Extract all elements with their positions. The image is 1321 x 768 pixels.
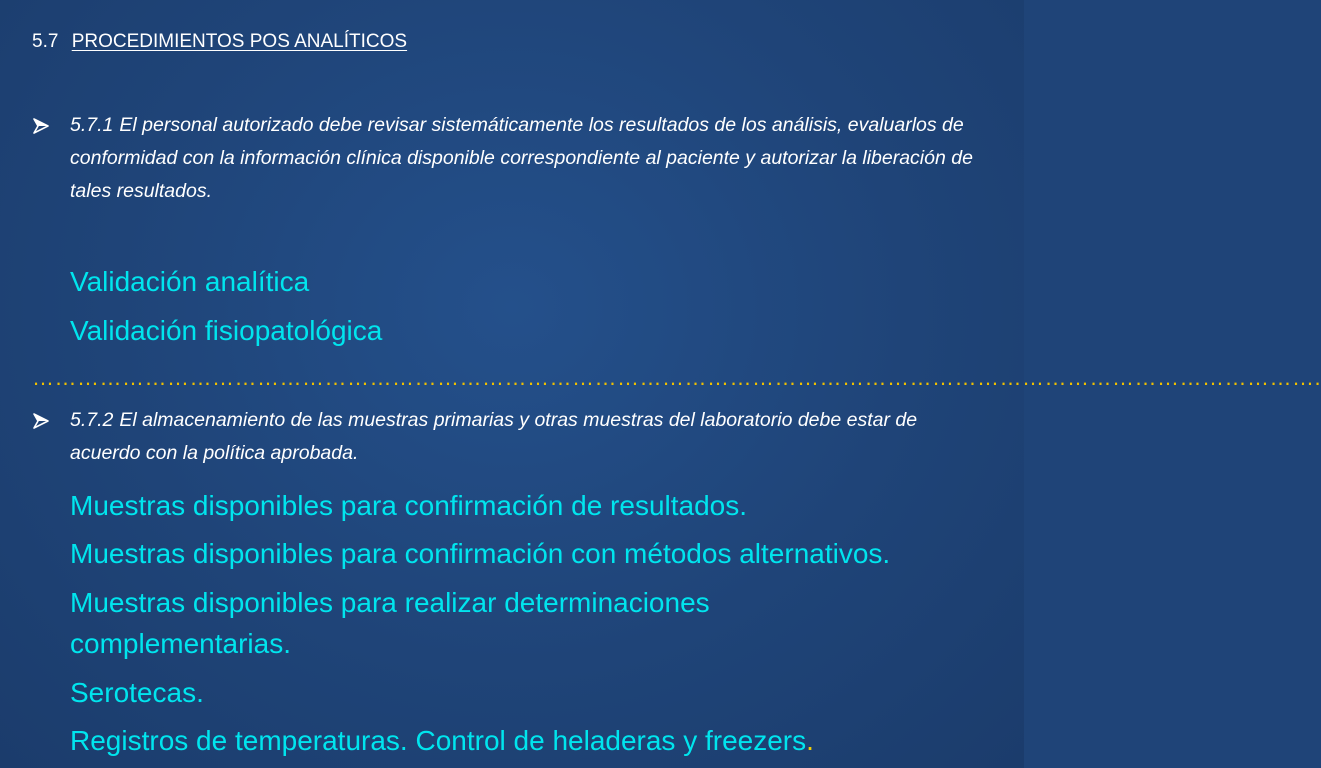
title-text: PROCEDIMIENTOS POS ANALÍTICOS xyxy=(71,31,408,52)
bullet-text: El almacenamiento de las muestras primarias y otras muestras del laboratorio debe estar de acuerdo con la política aprobada. xyxy=(70,409,918,464)
storage-item: Muestras disponibles para confirmación con métodos alternativos. xyxy=(70,538,891,569)
title-number: 5.7 xyxy=(32,31,59,52)
arrow-bullet-icon xyxy=(32,117,50,135)
storage-item: Muestras disponibles para realizar determinaciones xyxy=(70,587,710,618)
bullet-code: 5.7.2 xyxy=(70,409,114,431)
dotted-separator: ………………………………………………………………………………………………………………………………………………………. xyxy=(32,365,1321,390)
bullet-text: El personal autorizado debe revisar sistemáticamente los resultados de los análisis, evaluarlos de conformidad con la información clínica disponible correspondiente al paciente y autorizar la liberación de tales resultados. xyxy=(70,114,973,202)
validation-item: Validación fisiopatológica xyxy=(70,315,383,346)
bullet-5-7-2 xyxy=(32,404,992,470)
arrow-bullet-icon xyxy=(32,412,50,430)
storage-item: Muestras disponibles para confirmación de resultados. xyxy=(70,490,748,521)
validation-item: Validación analítica xyxy=(70,266,310,297)
bullet-5-7-1 xyxy=(32,109,992,208)
final-dot: . xyxy=(806,725,814,756)
storage-item: Serotecas. xyxy=(70,677,204,708)
storage-item-last xyxy=(70,721,814,761)
bullet-code: 5.7.1 xyxy=(70,114,114,136)
storage-item: complementarias. xyxy=(70,628,291,659)
storage-item-text: Registros de temperaturas. Control de heladeras y freezers xyxy=(70,725,807,756)
slide-title xyxy=(32,31,407,53)
